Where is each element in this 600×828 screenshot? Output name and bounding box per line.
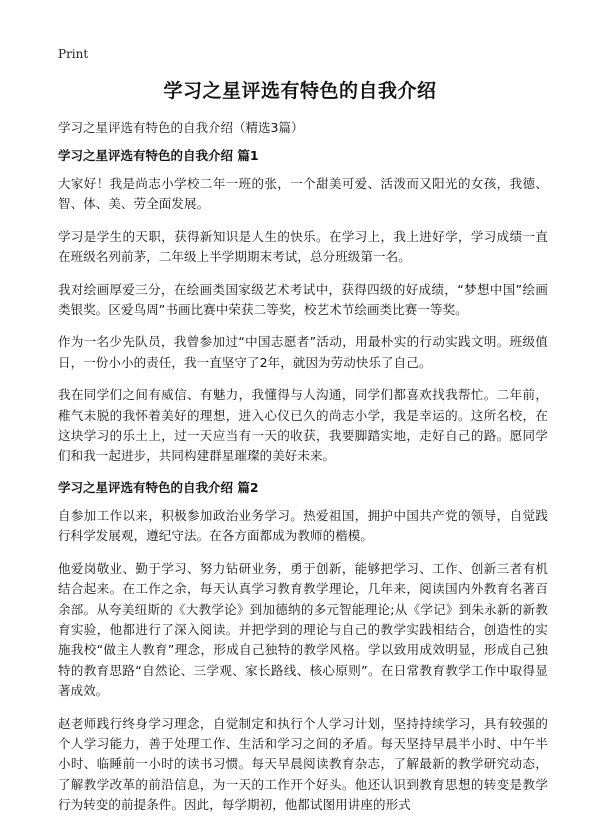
section-heading-2: 学习之星评选有特色的自我介绍 篇2 xyxy=(58,479,259,495)
section-1-paragraph-5: 我在同学们之间有威信、有魅力，我懂得与人沟通，同学们都喜欢找我帮忙。二年前，稚气未脱的我怀着美好的理想，进入心仪已久的尚志小学，我是幸运的。这所名校，在这块学习的乐土上，过一天应当有一天的收获，我要脚踏实地，走好自己的路。愿同学们和我一起进步，共同构建群星璀璨的美好未来。 xyxy=(58,387,548,464)
section-2-paragraph-3: 赵老师践行终身学习理念，自觉制定和执行个人学习计划，坚持持续学习，具有较强的个人学习能力，善于处理工作、生活和学习之间的矛盾。每天坚持早晨半小时、中午半小时、临睡前一小时的读书习惯。每天早晨阅读教育杂志，了解最新的教学研究动态，了解教学改革的前沿信息，为一天的工作开个好头。他还认识到教育思想的转变是教学行为转变的前提条件。因此，每学期初，他都试图用讲座的形式 xyxy=(58,715,548,813)
section-1-paragraph-2: 学习是学生的天职，获得新知识是人生的快乐。在学习上，我上进好学，学习成绩一直在班级名列前茅，二年级上半学期期末考试，总分班级第一名。 xyxy=(58,228,548,265)
section-1-paragraph-3: 我对绘画厚爱三分，在绘画类国家级艺术考试中，获得四级的好成绩，“梦想中国”绘画类银奖。区爱鸟周”书画比赛中荣获二等奖，校艺术节绘画类比赛一等奖。 xyxy=(58,281,548,318)
document-body xyxy=(58,147,548,828)
section-heading-1: 学习之星评选有特色的自我介绍 篇1 xyxy=(58,148,259,163)
section-2-paragraph-1: 自参加工作以来，积极参加政治业务学习。热爱祖国，拥护中国共产党的领导，自觉践行科学发展观，遵纪守法。在各方面都成为教师的楷模。 xyxy=(58,507,548,544)
section-1-paragraph-4: 作为一名少先队员，我曾参加过“中国志愿者”活动，用最朴实的行动实践文明。班级值日，一份小小的责任，我一直坚守了2年，就因为劳动快乐了自己。 xyxy=(58,334,548,370)
print-link[interactable]: Print xyxy=(58,47,89,61)
document-title: 学习之星评选有特色的自我介绍 xyxy=(163,80,437,102)
section-1-paragraph-1: 大家好！我是尚志小学校二年一班的张，一个甜美可爱、活泼而又阳光的女孩，我德、智、体、美、劳全面发展。 xyxy=(58,176,548,212)
section-2-paragraph-2: 他爱岗敬业、勤于学习、努力钻研业务，勇于创新，能够把学习、工作、创新三者有机结合起来。在工作之余，每天认真学习教育教学理论，几年来，阅读国内外教育名著百余部。从夸美纽斯的《大教学论》到加德纳的多元智能理论;从《学记》到朱永新的新教育实验，他都进行了深入阅读。并把学到的理论与自己的教学实践相结合，创造性的实施我校“做主人教育”理念，形成自己独特的教学风格。学以致用成效明显，形成自己独特的教育思路“自然论、三学观、家长路线、核心原则”。在日常教育教学工作中取得显著成效。 xyxy=(58,560,548,699)
document-subtitle: 学习之星评选有特色的自我介绍（精选3篇） xyxy=(58,120,304,135)
